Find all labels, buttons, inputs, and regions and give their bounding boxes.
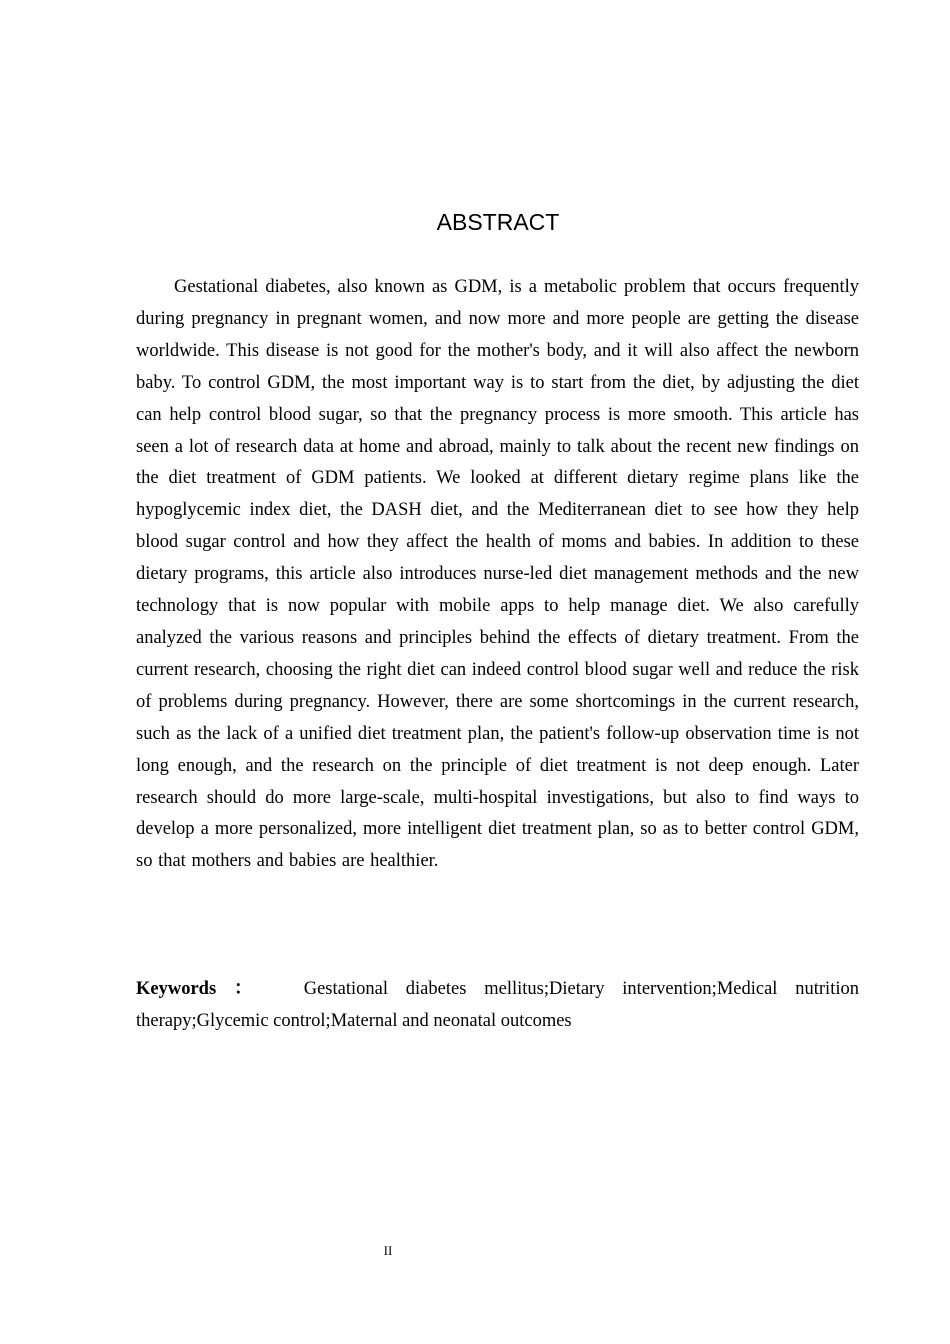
abstract-paragraph: Gestational diabetes, also known as GDM, is a metabolic problem that occurs frequently during pregnancy in pregnant women, and now more and more people are getting the disease worldwide. This disease is not good for the mother's body, and it will also affect the newborn baby. To control GDM, the most important way is to start from the diet, by adjusting the diet can help control blood sugar, so that the pregnancy process is more smooth. This article has seen a lot of research data at home and abroad, mainly to talk about the recent new findings on the diet treatment of GDM patients. We looked at different dietary regime plans like the hypoglycemic index diet, the DASH diet, and the Mediterranean diet to see how they help blood sugar control and how they affect the health of moms and babies. In addition to these dietary programs, this article also introduces nurse-led diet management methods and the new technology that is now popular with mobile apps to help manage diet. We also carefully analyzed the various reasons and principles behind the effects of dietary treatment. From the current research, choosing the right diet can indeed control blood sugar well and reduce the risk of problems during pregnancy. However, there are some shortcomings in the current research, such as the lack of a unified diet treatment plan, the patient's follow-up observation time is not long enough, and the research on the principle of diet treatment is not deep enough. Later research should do more large-scale, multi-hospital investigations, but also to find ways to develop a more personalized, more intelligent diet treatment plan, so as to better control GDM, so that mothers and babies are healthier.	[136, 277, 859, 872]
keywords-paragraph	[136, 974, 859, 1038]
keywords-label: Keywords ：	[136, 979, 266, 999]
page-title: ABSTRACT	[436, 209, 560, 235]
page-number: II	[383, 1243, 393, 1258]
keywords-text: Gestational diabetes mellitus;Dietary intervention;Medical nutrition therapy;Glycemic control;Maternal and neonatal outcomes	[136, 979, 859, 1031]
